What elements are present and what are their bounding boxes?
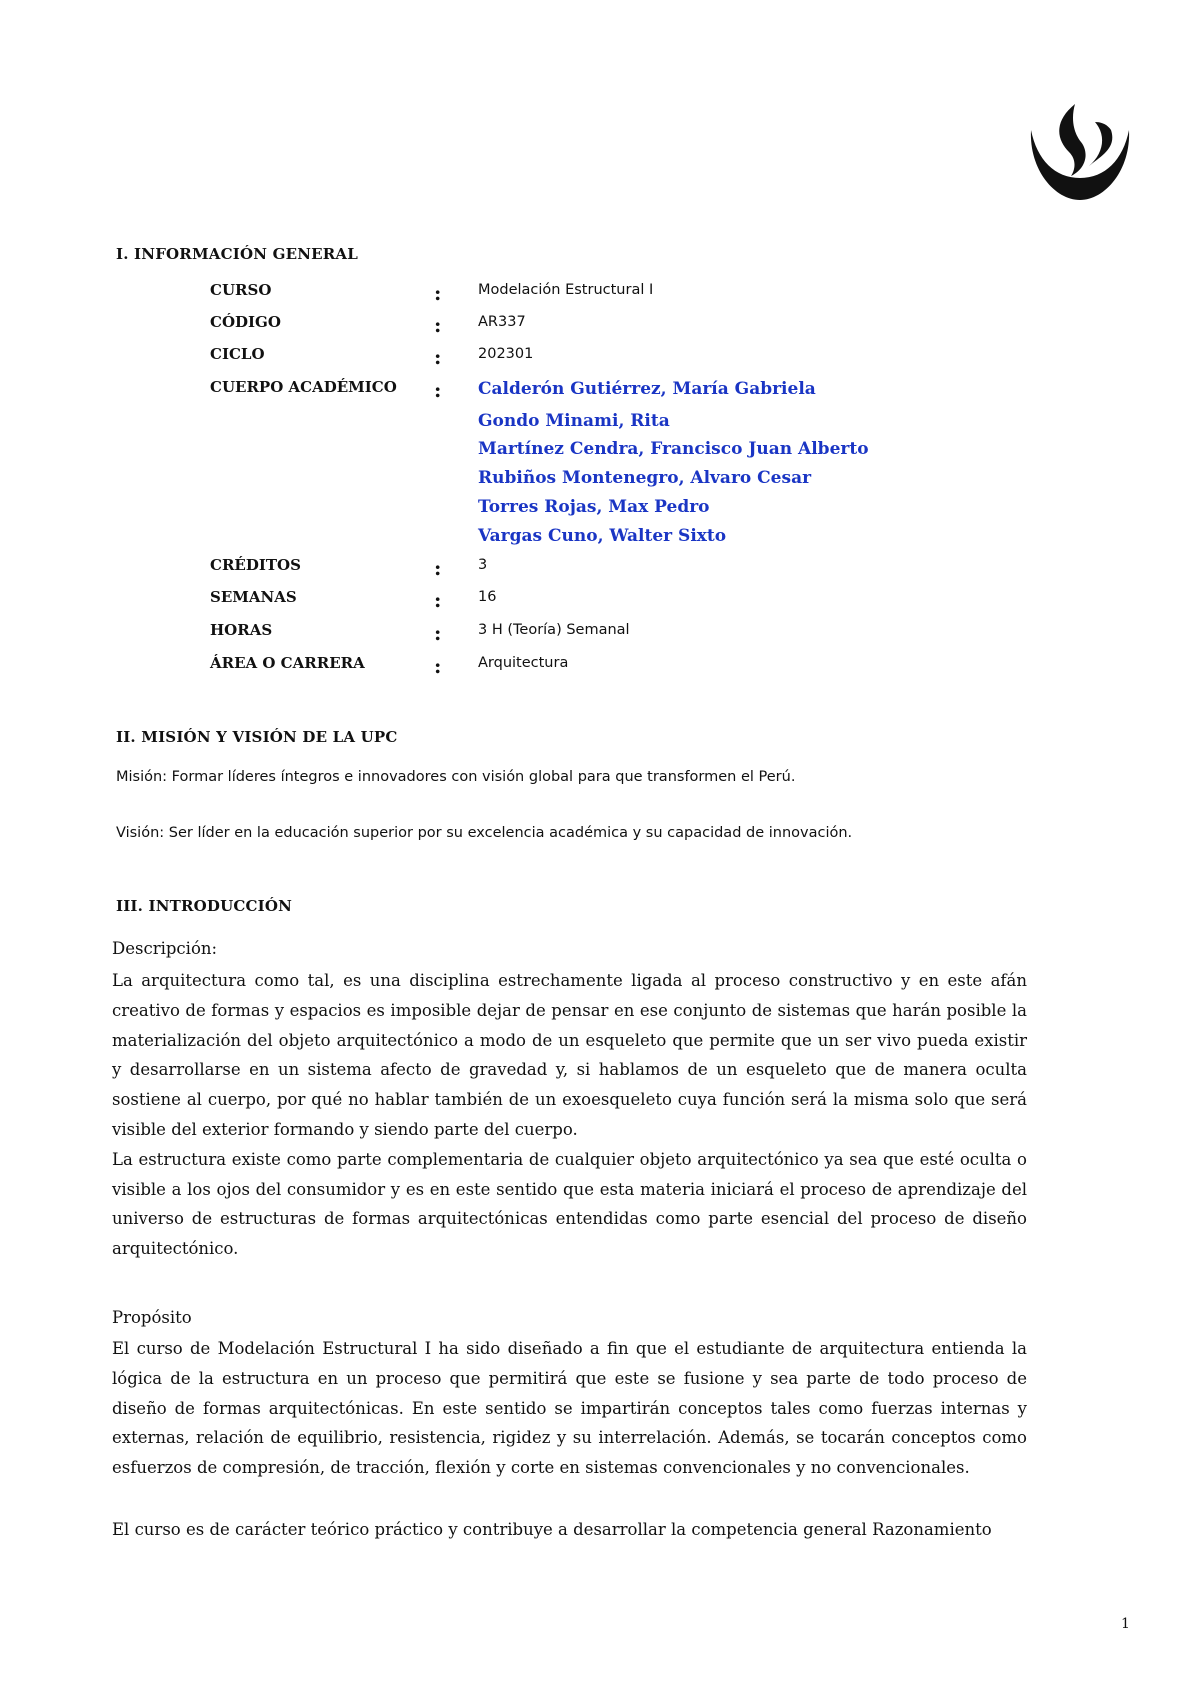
proposito-body-2: [112, 1515, 1027, 1545]
descripcion-label: Descripción:: [112, 939, 218, 958]
info-row-codigo: [210, 313, 1110, 337]
proposito-paragraph: El curso es de carácter teórico práctico y contribuye a desarrollar la competencia general Razonamiento: [112, 1520, 992, 1539]
info-label: CÓDIGO: [210, 313, 281, 331]
info-label: CICLO: [210, 345, 265, 363]
proposito-label: Propósito: [112, 1308, 192, 1327]
info-colon: :: [434, 345, 442, 369]
faculty-member: Vargas Cuno, Walter Sixto: [478, 526, 727, 546]
info-row-curso: [210, 281, 1110, 305]
info-row-semanas: [210, 588, 1110, 612]
info-label: CURSO: [210, 281, 272, 299]
info-colon: :: [434, 621, 442, 645]
info-value: Modelación Estructural I: [478, 282, 654, 298]
faculty-member: Torres Rojas, Max Pedro: [478, 497, 710, 517]
proposito-body: [112, 1334, 1027, 1483]
mission-text: Misión: Formar líderes íntegros e innovadores con visión global para que transformen el Perú.: [116, 769, 796, 785]
descripcion-paragraph: La estructura existe como parte complementaria de cualquier objeto arquitectónico ya sea que esté oculta o visible a los ojos del consumidor y es en este sentido que esta materia iniciará el proceso de aprendizaje del universo de estructuras de formas arquitectónicas entendidas como parte esencial del proceso de diseño arquitectónico.: [112, 1149, 1027, 1259]
info-colon: :: [434, 654, 442, 678]
info-label: CUERPO ACADÉMICO: [210, 378, 397, 396]
upc-logo-icon: [1025, 100, 1135, 205]
info-label: SEMANAS: [210, 588, 297, 606]
info-row-creditos: [210, 556, 1110, 580]
descripcion-body: [112, 966, 1027, 1264]
info-colon: :: [434, 313, 442, 337]
info-label: ÁREA O CARRERA: [210, 654, 365, 672]
info-row-horas: [210, 621, 1110, 645]
info-label: HORAS: [210, 621, 273, 639]
section-title-mission-vision: II. MISIÓN Y VISIÓN DE LA UPC: [116, 728, 398, 746]
info-value: 3: [478, 557, 488, 573]
section-title-introduction: III. INTRODUCCIÓN: [116, 897, 293, 915]
info-colon: :: [434, 378, 442, 402]
info-colon: :: [434, 556, 442, 580]
info-colon: :: [434, 281, 442, 305]
info-value: AR337: [478, 314, 526, 330]
faculty-member: Calderón Gutiérrez, María Gabriela: [478, 379, 816, 399]
info-value: Arquitectura: [478, 655, 569, 671]
info-value: 202301: [478, 346, 534, 362]
faculty-member: Rubiños Montenegro, Alvaro Cesar: [478, 468, 812, 488]
vision-text: Visión: Ser líder en la educación superior por su excelencia académica y su capacidad de innovación.: [116, 825, 853, 841]
info-row-area: [210, 654, 1110, 678]
info-row-ciclo: [210, 345, 1110, 369]
info-label: CRÉDITOS: [210, 556, 301, 574]
faculty-member: Martínez Cendra, Francisco Juan Alberto: [478, 439, 869, 459]
faculty-member: Gondo Minami, Rita: [478, 411, 670, 431]
descripcion-paragraph: La arquitectura como tal, es una disciplina estrechamente ligada al proceso constructivo y en este afán creativo de formas y espacios es imposible dejar de pensar en ese conjunto de sistemas que harán posible la materialización del objeto arquitectónico a modo de un esqueleto que permite que un ser vivo pueda existir y desarrollarse en un sistema afecto de gravedad y, si hablamos de un esqueleto que de manera oculta sostiene al cuerpo, por qué no hablar también de un exoesqueleto cuya función será la misma solo que será visible del exterior formando y siendo parte del cuerpo.: [112, 971, 1027, 1139]
info-value: 3 H (Teoría) Semanal: [478, 622, 630, 638]
info-colon: :: [434, 588, 442, 612]
section-title-general: I. INFORMACIÓN GENERAL: [116, 245, 359, 263]
page-number: 1: [1121, 1616, 1130, 1632]
info-value: 16: [478, 589, 497, 605]
proposito-paragraph: El curso de Modelación Estructural I ha sido diseñado a fin que el estudiante de arquitectura entienda la lógica de la estructura en un proceso que permitirá que este se fusione y sea parte de todo proceso de diseño de formas arquitectónicas. En este sentido se impartirán conceptos tales como fuerzas internas y externas, relación de equilibrio, resistencia, rigidez y su interrelación. Además, se tocarán conceptos como esfuerzos de compresión, de tracción, flexión y corte en sistemas convencionales y no convencionales.: [112, 1339, 1027, 1478]
